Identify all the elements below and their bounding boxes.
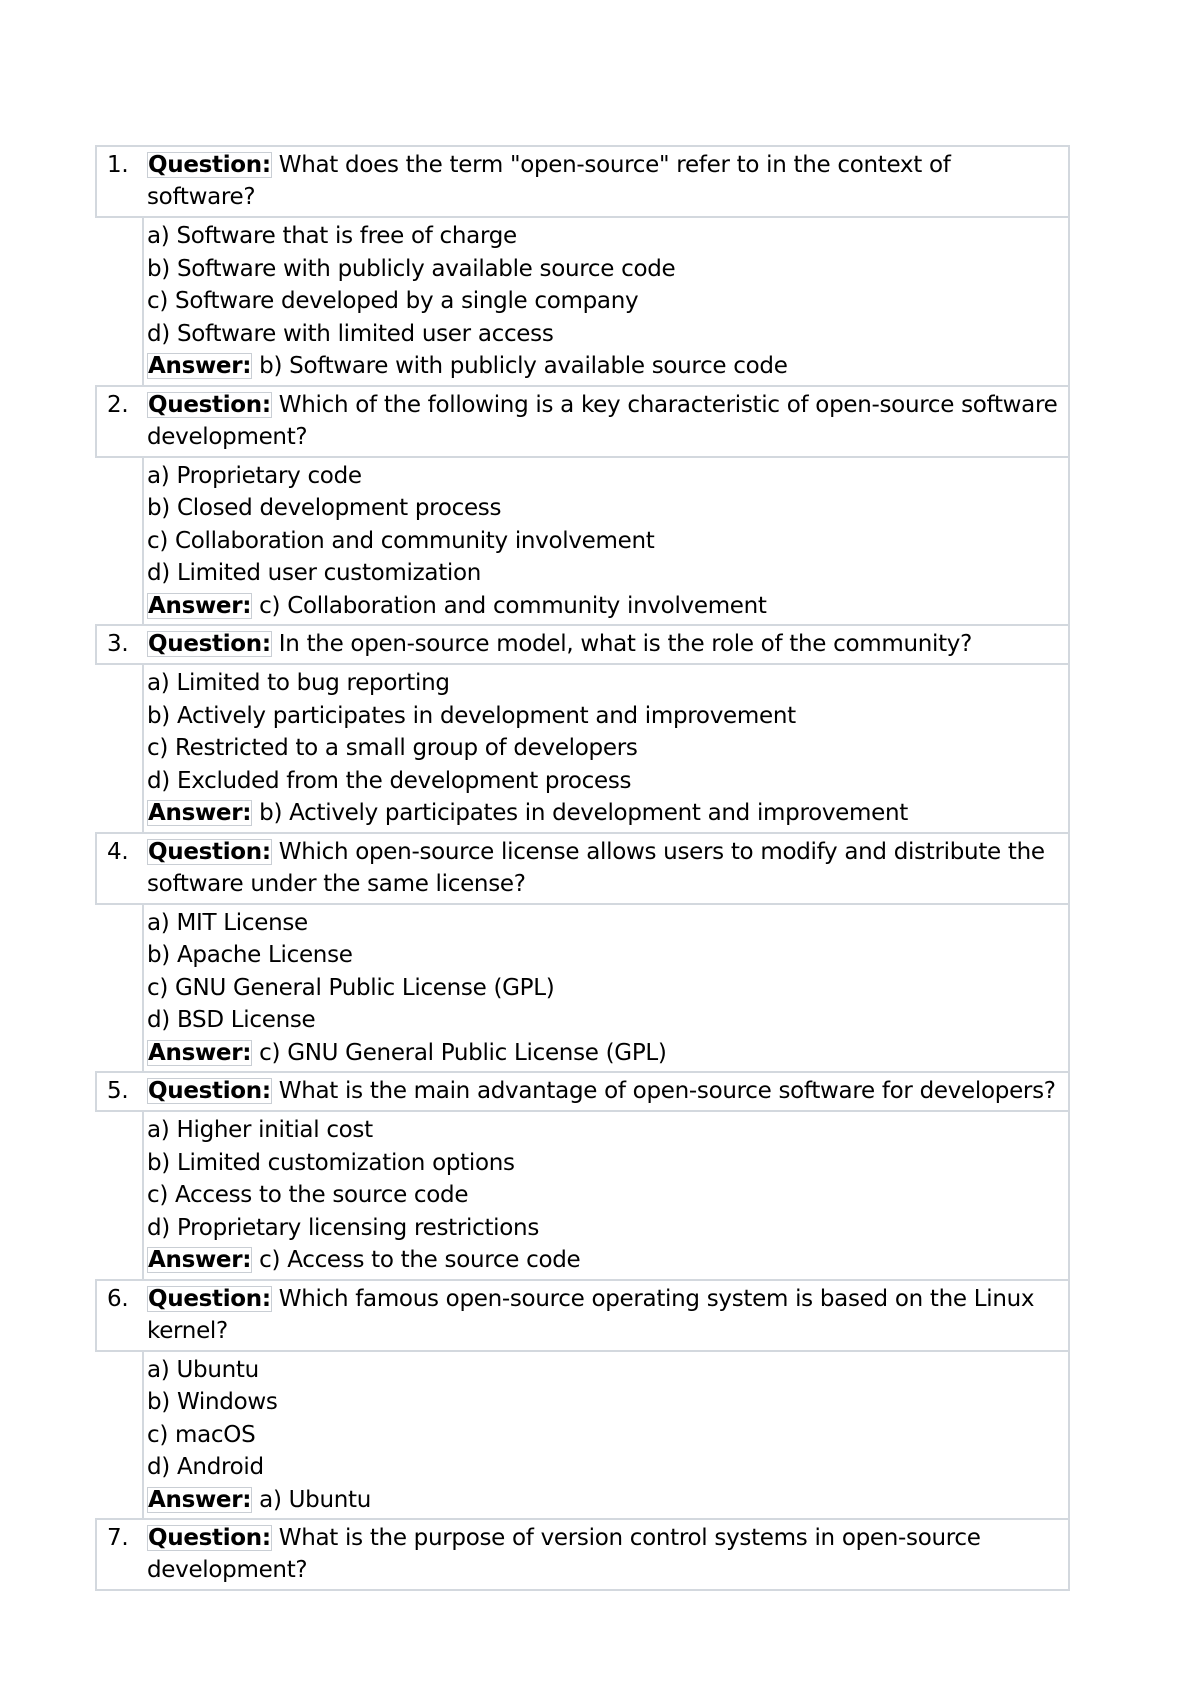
question-item-7 xyxy=(95,1518,1070,1591)
answer-line xyxy=(147,1484,1058,1517)
option-d: d) Excluded from the development process xyxy=(147,767,632,794)
option-b: b) Actively participates in development and improvement xyxy=(147,702,796,729)
option-c: c) Access to the source code xyxy=(147,1182,469,1208)
option-c: c) macOS xyxy=(147,1421,256,1448)
answer-line xyxy=(147,350,1058,383)
question-row xyxy=(95,385,1070,458)
question-label: Question: xyxy=(148,1525,271,1551)
answer-text: a) Ubuntu xyxy=(259,1486,372,1513)
question-row xyxy=(95,145,1070,218)
option-c: c) Software developed by a single company xyxy=(147,288,639,314)
question-text: In the open-source model, what is the role of the community? xyxy=(278,631,973,657)
question-text: Which of the following is a key characteristic of open-source software development? xyxy=(147,391,1058,450)
question-text: What is the main advantage of open-source software for developers? xyxy=(278,1078,1056,1104)
answer-line xyxy=(147,1244,1058,1277)
question-text: Which open-source license allows users to modify and distribute the software under the same license? xyxy=(147,838,1045,897)
answer-text: c) Collaboration and community involvement xyxy=(259,592,767,619)
options-block xyxy=(142,218,1070,385)
question-number: 2. xyxy=(107,391,129,418)
answer-line xyxy=(147,1037,1058,1070)
option-a: a) Software that is free of charge xyxy=(147,223,517,249)
question-list xyxy=(95,145,1070,1591)
options-block xyxy=(142,905,1070,1072)
question-number: 1. xyxy=(107,152,129,178)
question-row xyxy=(95,1071,1070,1112)
option-d: d) Proprietary licensing restrictions xyxy=(147,1214,540,1241)
answer-label: Answer: xyxy=(148,1039,252,1066)
answer-text: c) GNU General Public License (GPL) xyxy=(259,1039,667,1066)
answer-label: Answer: xyxy=(148,1486,252,1513)
question-item-2 xyxy=(95,385,1070,625)
option-a: a) Higher initial cost xyxy=(147,1117,373,1143)
answer-label: Answer: xyxy=(148,353,252,379)
question-item-6 xyxy=(95,1279,1070,1519)
option-d: d) Android xyxy=(147,1454,264,1480)
option-b: b) Limited customization options xyxy=(147,1149,515,1176)
question-number: 6. xyxy=(107,1285,129,1312)
question-label: Question: xyxy=(148,1078,271,1104)
answer-label: Answer: xyxy=(148,592,252,619)
answer-line xyxy=(147,797,1058,830)
options-block xyxy=(142,1112,1070,1279)
answer-text: b) Software with publicly available source code xyxy=(259,353,788,379)
question-item-1 xyxy=(95,145,1070,385)
answer-text: b) Actively participates in development and improvement xyxy=(259,800,908,826)
question-text: What is the purpose of version control systems in open-source development? xyxy=(147,1525,981,1583)
option-c: c) Collaboration and community involvement xyxy=(147,527,655,554)
option-c: c) Restricted to a small group of developers xyxy=(147,735,638,761)
option-b: b) Windows xyxy=(147,1389,278,1415)
question-label: Question: xyxy=(148,838,271,865)
option-a: a) Proprietary code xyxy=(147,462,362,489)
answer-text: c) Access to the source code xyxy=(259,1247,581,1273)
option-a: a) Limited to bug reporting xyxy=(147,670,450,696)
question-row xyxy=(95,1518,1070,1591)
option-b: b) Apache License xyxy=(147,942,353,968)
option-a: a) Ubuntu xyxy=(147,1356,259,1383)
option-c: c) GNU General Public License (GPL) xyxy=(147,974,555,1001)
answer-line xyxy=(147,590,1058,623)
question-row xyxy=(95,624,1070,665)
question-label: Question: xyxy=(148,391,271,418)
question-text: What does the term "open-source" refer to in the context of software? xyxy=(147,152,951,210)
options-block xyxy=(142,665,1070,832)
options-block xyxy=(142,458,1070,625)
question-number: 7. xyxy=(107,1525,129,1551)
question-number: 3. xyxy=(107,631,129,657)
option-d: d) BSD License xyxy=(147,1007,316,1033)
question-row xyxy=(95,1279,1070,1352)
question-item-5 xyxy=(95,1071,1070,1279)
option-b: b) Software with publicly available source code xyxy=(147,255,676,282)
question-label: Question: xyxy=(148,1285,271,1312)
question-label: Question: xyxy=(148,152,271,178)
question-text: Which famous open-source operating system is based on the Linux kernel? xyxy=(147,1285,1035,1344)
question-item-4 xyxy=(95,832,1070,1072)
options-block xyxy=(142,1352,1070,1519)
question-number: 5. xyxy=(107,1078,129,1104)
question-row xyxy=(95,832,1070,905)
question-item-3 xyxy=(95,624,1070,832)
answer-label: Answer: xyxy=(148,800,252,826)
question-label: Question: xyxy=(148,631,271,657)
question-number: 4. xyxy=(107,838,129,865)
option-a: a) MIT License xyxy=(147,909,308,936)
option-b: b) Closed development process xyxy=(147,495,502,521)
option-d: d) Limited user customization xyxy=(147,560,482,586)
option-d: d) Software with limited user access xyxy=(147,320,554,347)
answer-label: Answer: xyxy=(148,1247,252,1273)
